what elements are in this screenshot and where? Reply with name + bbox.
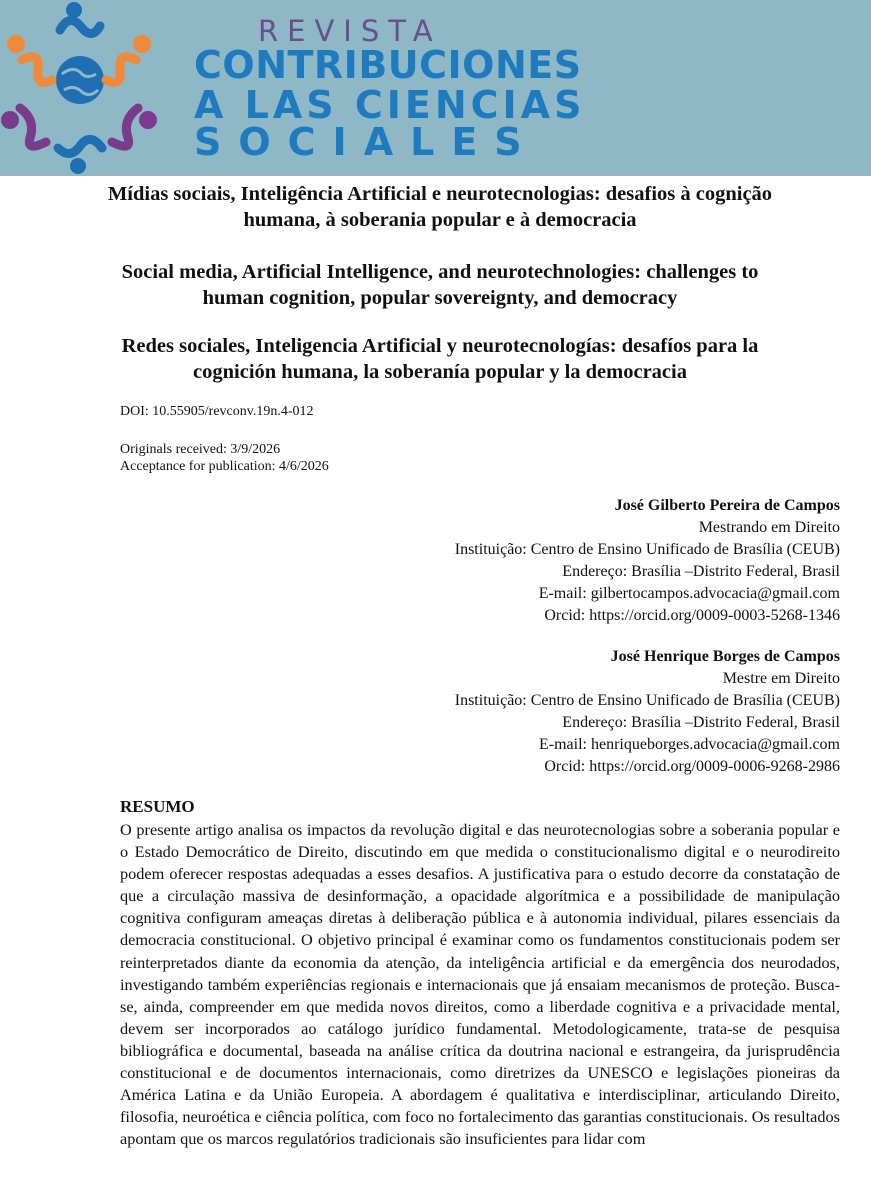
title-spanish: Redes sociales, Inteligencia Artificial y neurotecnologías: desafíos para la cognición humana, la soberanía popular y la democracia xyxy=(121,335,759,383)
masthead-line-3: SOCIALES xyxy=(194,120,539,164)
title-english: Social media, Artificial Intelligence, and neurotechnologies: challenges to human cognition, popular sovereignty, and democracy xyxy=(121,261,759,309)
author-orcid[interactable]: Orcid: https://orcid.org/0009-0006-9268-2986 xyxy=(544,758,840,775)
received-date: Originals received: 3/9/2026 xyxy=(120,442,281,457)
journal-header xyxy=(0,0,871,176)
abstract-heading: RESUMO xyxy=(120,797,195,816)
author-email[interactable]: E-mail: gilbertocampos.advocacia@gmail.com xyxy=(538,585,840,602)
author-degree: Mestrando em Direito xyxy=(698,519,840,536)
author-email[interactable]: E-mail: henriqueborges.advocacia@gmail.com xyxy=(539,736,840,753)
author-block xyxy=(240,646,840,778)
author-name: José Gilberto Pereira de Campos xyxy=(614,497,840,514)
masthead-line-2: A LAS CIENCIAS xyxy=(194,83,586,127)
journal-logo-icon xyxy=(0,0,160,176)
author-institution: Instituição: Centro de Ensino Unificado de Brasília (CEUB) xyxy=(454,541,840,558)
title-portuguese: Mídias sociais, Inteligência Artificial e neurotecnologias: desafios à cognição humana, à soberania popular e à democracia xyxy=(107,183,773,231)
author-block xyxy=(240,495,840,627)
masthead-line-1: CONTRIBUCIONES xyxy=(194,43,582,87)
author-degree: Mestre em Direito xyxy=(722,670,840,687)
acceptance-date: Acceptance for publication: 4/6/2026 xyxy=(120,459,329,474)
doi[interactable]: DOI: 10.55905/revconv.19n.4-012 xyxy=(120,404,314,419)
abstract-text: O presente artigo analisa os impactos da revolução digital e das neurotecnologias sobre a soberania popular e o Estado Democrático de Direito, discutindo em que medida o constitucionalismo digital e o neurodireito podem oferecer respostas adequadas a esses desafios. A justificativa para o estudo decorre da constatação de que a circulação massiva de desinformação, a opacidade algorítmica e a possibilidade de manipulação cognitiva configuram ameaças diretas à deliberação pública e à autonomia individual, pilares essenciais da democracia constitucional. O objetivo principal é examinar como os fundamentos constitucionais podem ser reinterpretados diante da economia da atenção, da inteligência artificial e da emergência dos neurodados, investigando também experiências regionais e internacionais que já ensaiam mecanismos de proteção. Busca-se, ainda, compreender em que medida novos direitos, como a liberdade cognitiva e a privacidade mental, devem ser incorporados ao catálogo jurídico fundamental. Metodologicamente, trata-se de pesquisa bibliográfica e documental, baseada na análise crítica da doutrina nacional e estrangeira, da jurisprudência constitucional e de documentos internacionais, como diretrizes da UNESCO e legislações pioneiras da América Latina e da União Europeia. A abordagem é qualitativa e interdisciplinar, articulando Direito, filosofia, neuroética e ciência política, com foco no fortalecimento das garantias constitucionais. Os resultados apontam que os marcos regulatórios tradicionais são insuficientes para lidar com xyxy=(120,820,840,1149)
author-name: José Henrique Borges de Campos xyxy=(610,648,840,665)
author-institution: Instituição: Centro de Ensino Unificado de Brasília (CEUB) xyxy=(454,692,840,709)
author-orcid[interactable]: Orcid: https://orcid.org/0009-0003-5268-1346 xyxy=(544,607,840,624)
author-address: Endereço: Brasília –Distrito Federal, Brasil xyxy=(562,563,840,580)
author-address: Endereço: Brasília –Distrito Federal, Brasil xyxy=(562,714,840,731)
revista-label: REVISTA xyxy=(258,14,442,48)
